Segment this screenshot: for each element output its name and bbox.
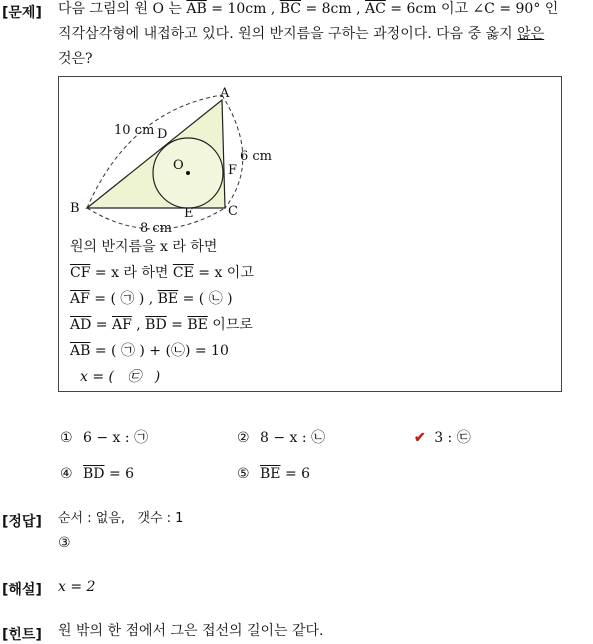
step-text: = x 이고 bbox=[193, 265, 254, 281]
step-text: 이므로 bbox=[207, 317, 253, 333]
choice-text: 6 − x : ㉠ bbox=[83, 430, 149, 446]
choice-number: ⑤ bbox=[237, 466, 250, 482]
segment-bd: $\overline{BD}$ bbox=[83, 466, 105, 482]
length-ab: = 10cm , bbox=[206, 1, 276, 17]
segment-ac: $\overline{AC}$ bbox=[365, 1, 386, 17]
step-text: = bbox=[91, 317, 112, 333]
label-d: D bbox=[157, 127, 168, 142]
explanation-label: [해설] bbox=[2, 582, 42, 598]
answer-value: ③ bbox=[58, 535, 71, 551]
segment-cf: $\overline{CF}$ bbox=[70, 265, 91, 281]
choice-text: = 6 bbox=[104, 466, 135, 482]
choice-1[interactable] bbox=[60, 427, 148, 447]
label-b: B bbox=[70, 201, 80, 216]
step-4 bbox=[70, 314, 253, 334]
explanation-text: x = 2 bbox=[58, 579, 96, 595]
choice-3[interactable] bbox=[414, 427, 471, 447]
length-ac: = 6cm 이고 ∠C = 90° 인 bbox=[385, 1, 559, 17]
label-a: A bbox=[220, 86, 230, 101]
step-3 bbox=[70, 288, 233, 308]
step-text: = bbox=[166, 317, 188, 333]
underlined-word: 않은 bbox=[517, 26, 545, 42]
choice-text: 3 : ㉢ bbox=[434, 430, 471, 446]
center-point bbox=[186, 171, 190, 175]
hint-label: [힌트] bbox=[2, 627, 42, 643]
step-6: x = ( ㉢ ) bbox=[80, 369, 161, 385]
segment-af: $\overline{AF}$ bbox=[70, 291, 90, 307]
length-bc: = 8cm , bbox=[301, 1, 361, 17]
choice-text: 8 − x : ㉡ bbox=[260, 430, 326, 446]
step-text: = ( ㉡ ) bbox=[178, 291, 233, 307]
segment-be: $\overline{BE}$ bbox=[187, 317, 208, 333]
length-label-bc: 8 cm bbox=[140, 221, 173, 236]
answer-label: [정답] bbox=[2, 514, 42, 530]
choice-number: ② bbox=[237, 430, 250, 446]
choice-5[interactable] bbox=[237, 466, 310, 482]
hint-text: 원 밖의 한 점에서 그은 접선의 길이는 같다. bbox=[58, 623, 324, 639]
problem-text: 직각삼각형에 내접하고 있다. 원의 반지름을 구하는 과정이다. 다음 중 옳지 bbox=[58, 26, 513, 42]
segment-ab: $\overline{AB}$ bbox=[70, 343, 91, 359]
answer-order: 순서 : 없음, 갯수 : 1 bbox=[58, 511, 184, 526]
step-text: = ( ㉠ ) , bbox=[89, 291, 158, 307]
problem-label: [문제] bbox=[2, 5, 42, 21]
check-icon: ✔ bbox=[414, 430, 426, 446]
label-f: F bbox=[228, 163, 238, 178]
length-label-ab: 10 cm bbox=[114, 123, 155, 138]
segment-ab: $\overline{AB}$ bbox=[186, 1, 207, 17]
step-1: 원의 반지름을 x 라 하면 bbox=[70, 239, 218, 255]
problem-text: 다음 그림의 원 O 는 bbox=[58, 1, 182, 17]
choice-4[interactable] bbox=[60, 466, 134, 482]
segment-bc: $\overline{BC}$ bbox=[279, 1, 301, 17]
segment-ad: $\overline{AD}$ bbox=[70, 317, 92, 333]
segment-af: $\overline{AF}$ bbox=[111, 317, 132, 333]
step-text: , bbox=[131, 317, 146, 333]
label-o: O bbox=[173, 158, 184, 173]
step-text: = x 라 하면 bbox=[90, 265, 173, 281]
length-label-ac: 6 cm bbox=[240, 149, 273, 164]
choice-2[interactable] bbox=[237, 427, 325, 447]
label-e: E bbox=[184, 206, 194, 221]
step-5 bbox=[70, 340, 229, 360]
choice-number: ① bbox=[60, 430, 73, 446]
segment-ce: $\overline{CE}$ bbox=[172, 265, 194, 281]
choice-number: ④ bbox=[60, 466, 73, 482]
segment-be: $\overline{BE}$ bbox=[260, 466, 281, 482]
step-2 bbox=[70, 262, 254, 282]
segment-be: $\overline{BE}$ bbox=[157, 291, 179, 307]
segment-bd: $\overline{BD}$ bbox=[145, 317, 167, 333]
problem-line-3: 것은? bbox=[58, 51, 93, 67]
choice-text: = 6 bbox=[280, 466, 311, 482]
step-text: = ( ㉠ ) + (㉡) = 10 bbox=[90, 343, 229, 359]
label-c: C bbox=[228, 204, 238, 219]
